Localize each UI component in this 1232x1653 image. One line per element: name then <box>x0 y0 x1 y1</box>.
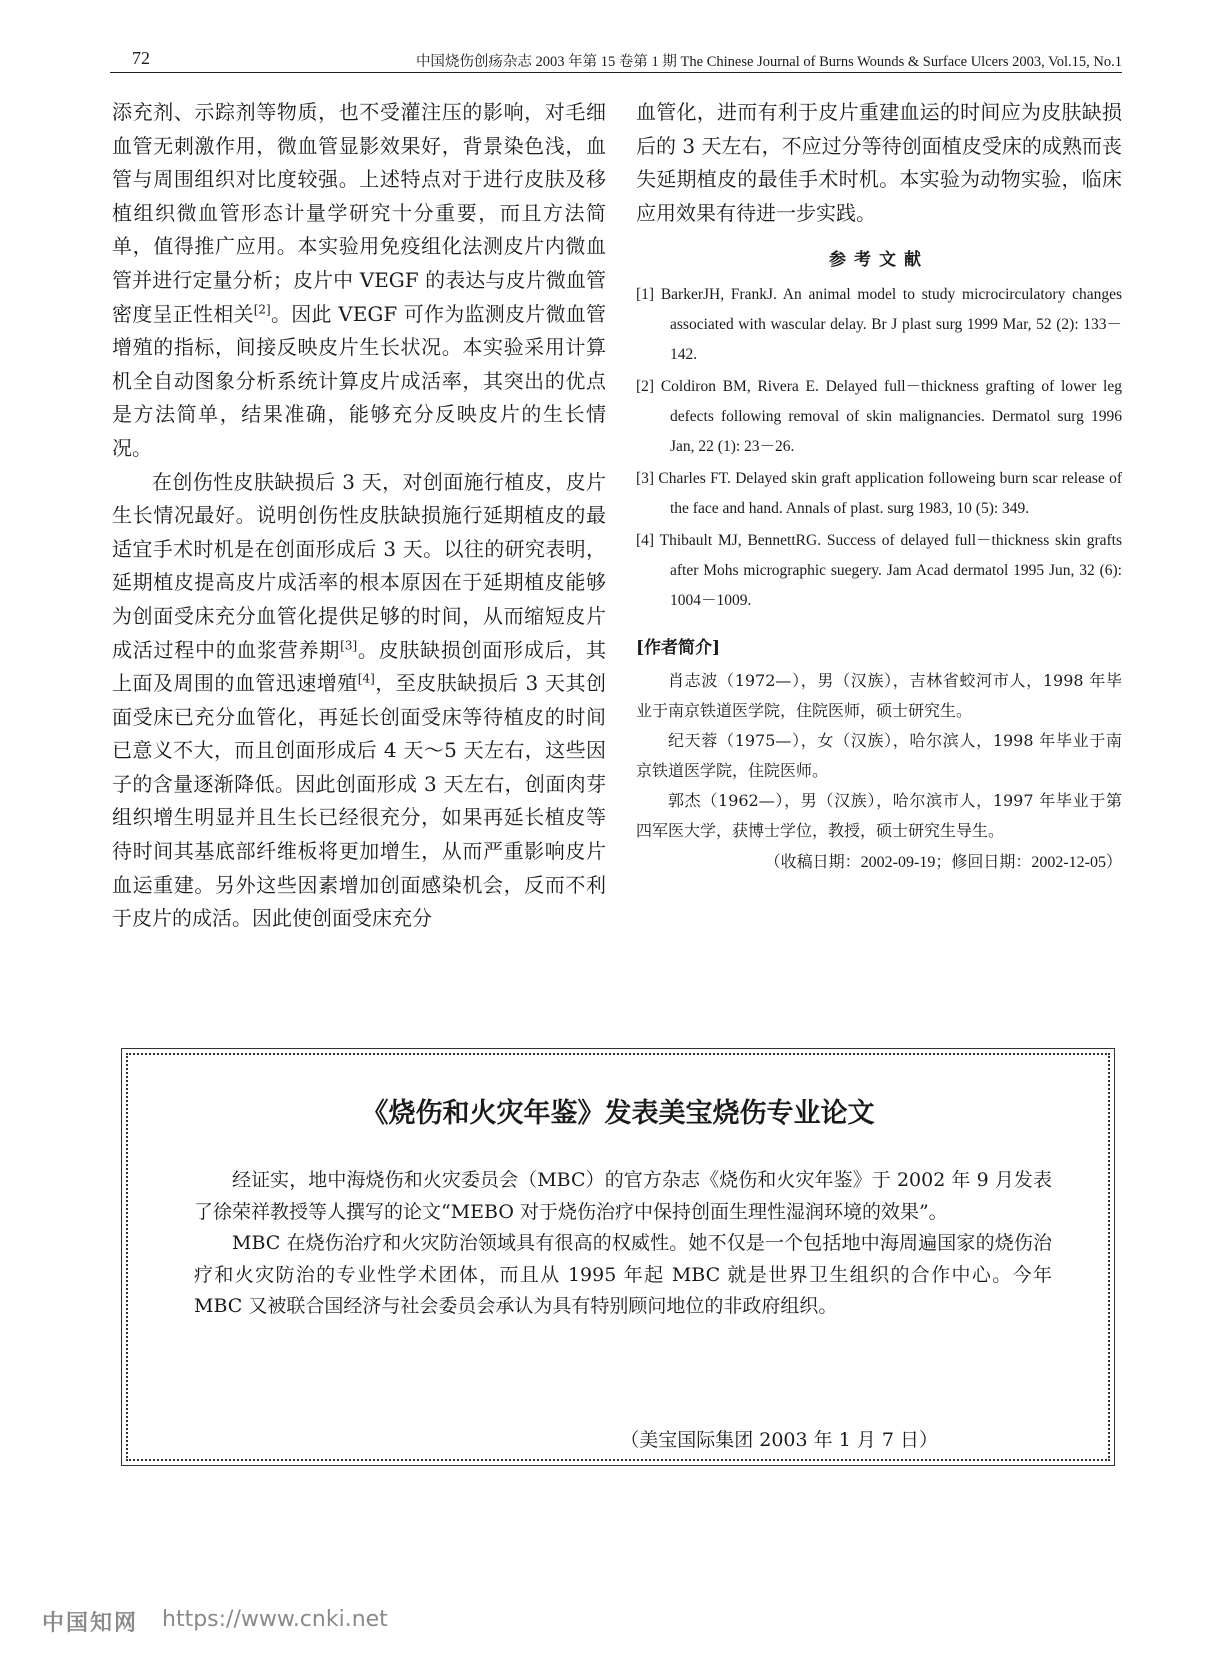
author-bio: 肖志波（1972—），男（汉族），吉林省蛟河市人，1998 年毕业于南京铁道医学院，住院医师，硕士研究生。 <box>636 670 1122 720</box>
notice-signature: （美宝国际集团 2003 年 1 月 7 日） <box>620 1429 938 1451</box>
body-paragraph <box>112 466 606 936</box>
left-column <box>112 96 606 936</box>
paragraph-text: ，至皮肤缺损后 3 天其创面受床已充分血管化，再延长创面受床等待植皮的时间已意义不大，而且创面形成后 4 天～5 天左右，这些因子的含量逐渐降低。因此创面形成 3 天左右，创面肉芽组织增生明显并且生长已经很充分，如果再延长植皮等待时间其基底部纤维板将更加增生，从而严重影响皮片血运重建。另外这些因素增加创面感染机会，反而不利于皮片的成活。因此使创面受床充分 <box>112 671 606 931</box>
citation-2: [2] <box>253 301 271 316</box>
running-header: 中国烧伤创疡杂志 2003 年第 15 卷第 1 期 The Chinese Journal of Burns Wounds & Surface Ulcers 2003, Vol.15, No.1 <box>415 54 1122 70</box>
cnki-logo: 中国知网 <box>42 1611 139 1636</box>
paragraph-text: 添充剂、示踪剂等物质，也不受灌注压的影响，对毛细血管无刺激作用，微血管显影效果好，背景染色浅，血管与周围组织对比度较强。上述特点对于进行皮肤及移植组织微血管形态计量学研究十分重要，而且方法简单，值得推广应用。本实验用免疫组化法测皮片内微血管并进行定量分析；皮片中 VEGF 的表达与皮片微血管密度呈正性相关 <box>112 100 606 326</box>
author-bio: 郭杰（1962—），男（汉族），哈尔滨市人，1997 年毕业于第四军医大学，获博士学位，教授，硕士研究生导生。 <box>636 790 1122 840</box>
reference-item: [1] BarkerJH, FrankJ. An animal model to study microcirculatory changes associated with wascular delay. Br J plast surg 1999 Mar, 52 (2): 133－142. <box>636 285 1122 363</box>
page-number: 72 <box>132 48 150 68</box>
paragraph-text: 在创伤性皮肤缺损后 3 天，对创面施行植皮，皮片生长情况最好。说明创伤性皮肤缺损施行延期植皮的最适宜手术时机是在创面形成后 3 天。以往的研究表明，延期植皮提高皮片成活率的根本原因在于延期植皮能够为创面受床充分血管化提供足够的时间，从而缩短皮片成活过程中的血浆营养期 <box>112 469 606 662</box>
notice-paragraph: MBC 在烧伤治疗和火灾防治领域具有很高的权威性。她不仅是一个包括地中海周遍国家的烧伤治疗和火灾防治的专业性学术团体，而且从 1995 年起 MBC 就是世界卫生组织的合作中心。今年 MBC 又被联合国经济与社会委员会承认为具有特别顾问地位的非政府组织。 <box>194 1232 1052 1317</box>
reference-item: [4] Thibault MJ, BennettRG. Success of delayed full－thickness skin grafts after Mohs micrographic suegery. Jam Acad dermatol 1995 Jun, 32 (6): 1004－1009. <box>636 531 1122 609</box>
notice-box <box>126 1053 1110 1461</box>
notice-body <box>194 1165 1052 1323</box>
body-paragraph: 血管化，进而有利于皮片重建血运的时间应为皮肤缺损后的 3 天左右，不应过分等待创面植皮受床的成熟而丧失延期植皮的最佳手术时机。本实验为动物实验，临床应用效果有待进一步实践。 <box>636 100 1122 225</box>
citation-4: [4] <box>357 671 375 686</box>
cnki-url[interactable]: https://www.cnki.net <box>162 1607 388 1632</box>
right-column <box>636 96 1122 878</box>
received-dates: （收稿日期：2002-09-19；修回日期：2002-12-05） <box>764 853 1122 871</box>
author-info-heading: [作者简介] <box>636 637 721 658</box>
reference-item: [2] Coldiron BM, Rivera E. Delayed full－thickness grafting of lower leg defects following removal of skin malignancies. Dermatol surg 1996 Jan, 22 (1): 23－26. <box>636 377 1122 455</box>
author-bio: 纪天蓉（1975—），女（汉族），哈尔滨人，1998 年毕业于南京铁道医学院，住院医师。 <box>636 730 1122 780</box>
notice-paragraph: 经证实，地中海烧伤和火灾委员会（MBC）的官方杂志《烧伤和火灾年鉴》于 2002 年 9 月发表了徐荣祥教授等人撰写的论文“MEBO 对于烧伤治疗中保持创面生理性湿润环境的效果”。 <box>194 1169 1052 1223</box>
reference-item: [3] Charles FT. Delayed skin graft application followeing burn scar release of the face and hand. Annals of plast. surg 1983, 10 (5): 349. <box>636 469 1122 517</box>
paragraph-text: 。皮肤缺损创面形成后，其上面及周围的血管迅速增殖 <box>112 637 607 696</box>
paragraph-text: 。因此 VEGF 可作为监测皮片微血管增殖的指标，间接反映皮片生长状况。本实验采用计算机全自动图象分析系统计算皮片成活率，其突出的优点是方法简单，结果准确，能够充分反映皮片的生长情况。 <box>112 301 606 460</box>
references-title: 参考文献 <box>829 250 929 271</box>
notice-title: 《烧伤和火灾年鉴》发表美宝烧伤专业论文 <box>361 1098 875 1129</box>
header-divider <box>110 72 1122 73</box>
citation-3: [3] <box>340 637 358 652</box>
body-paragraph <box>112 96 606 466</box>
